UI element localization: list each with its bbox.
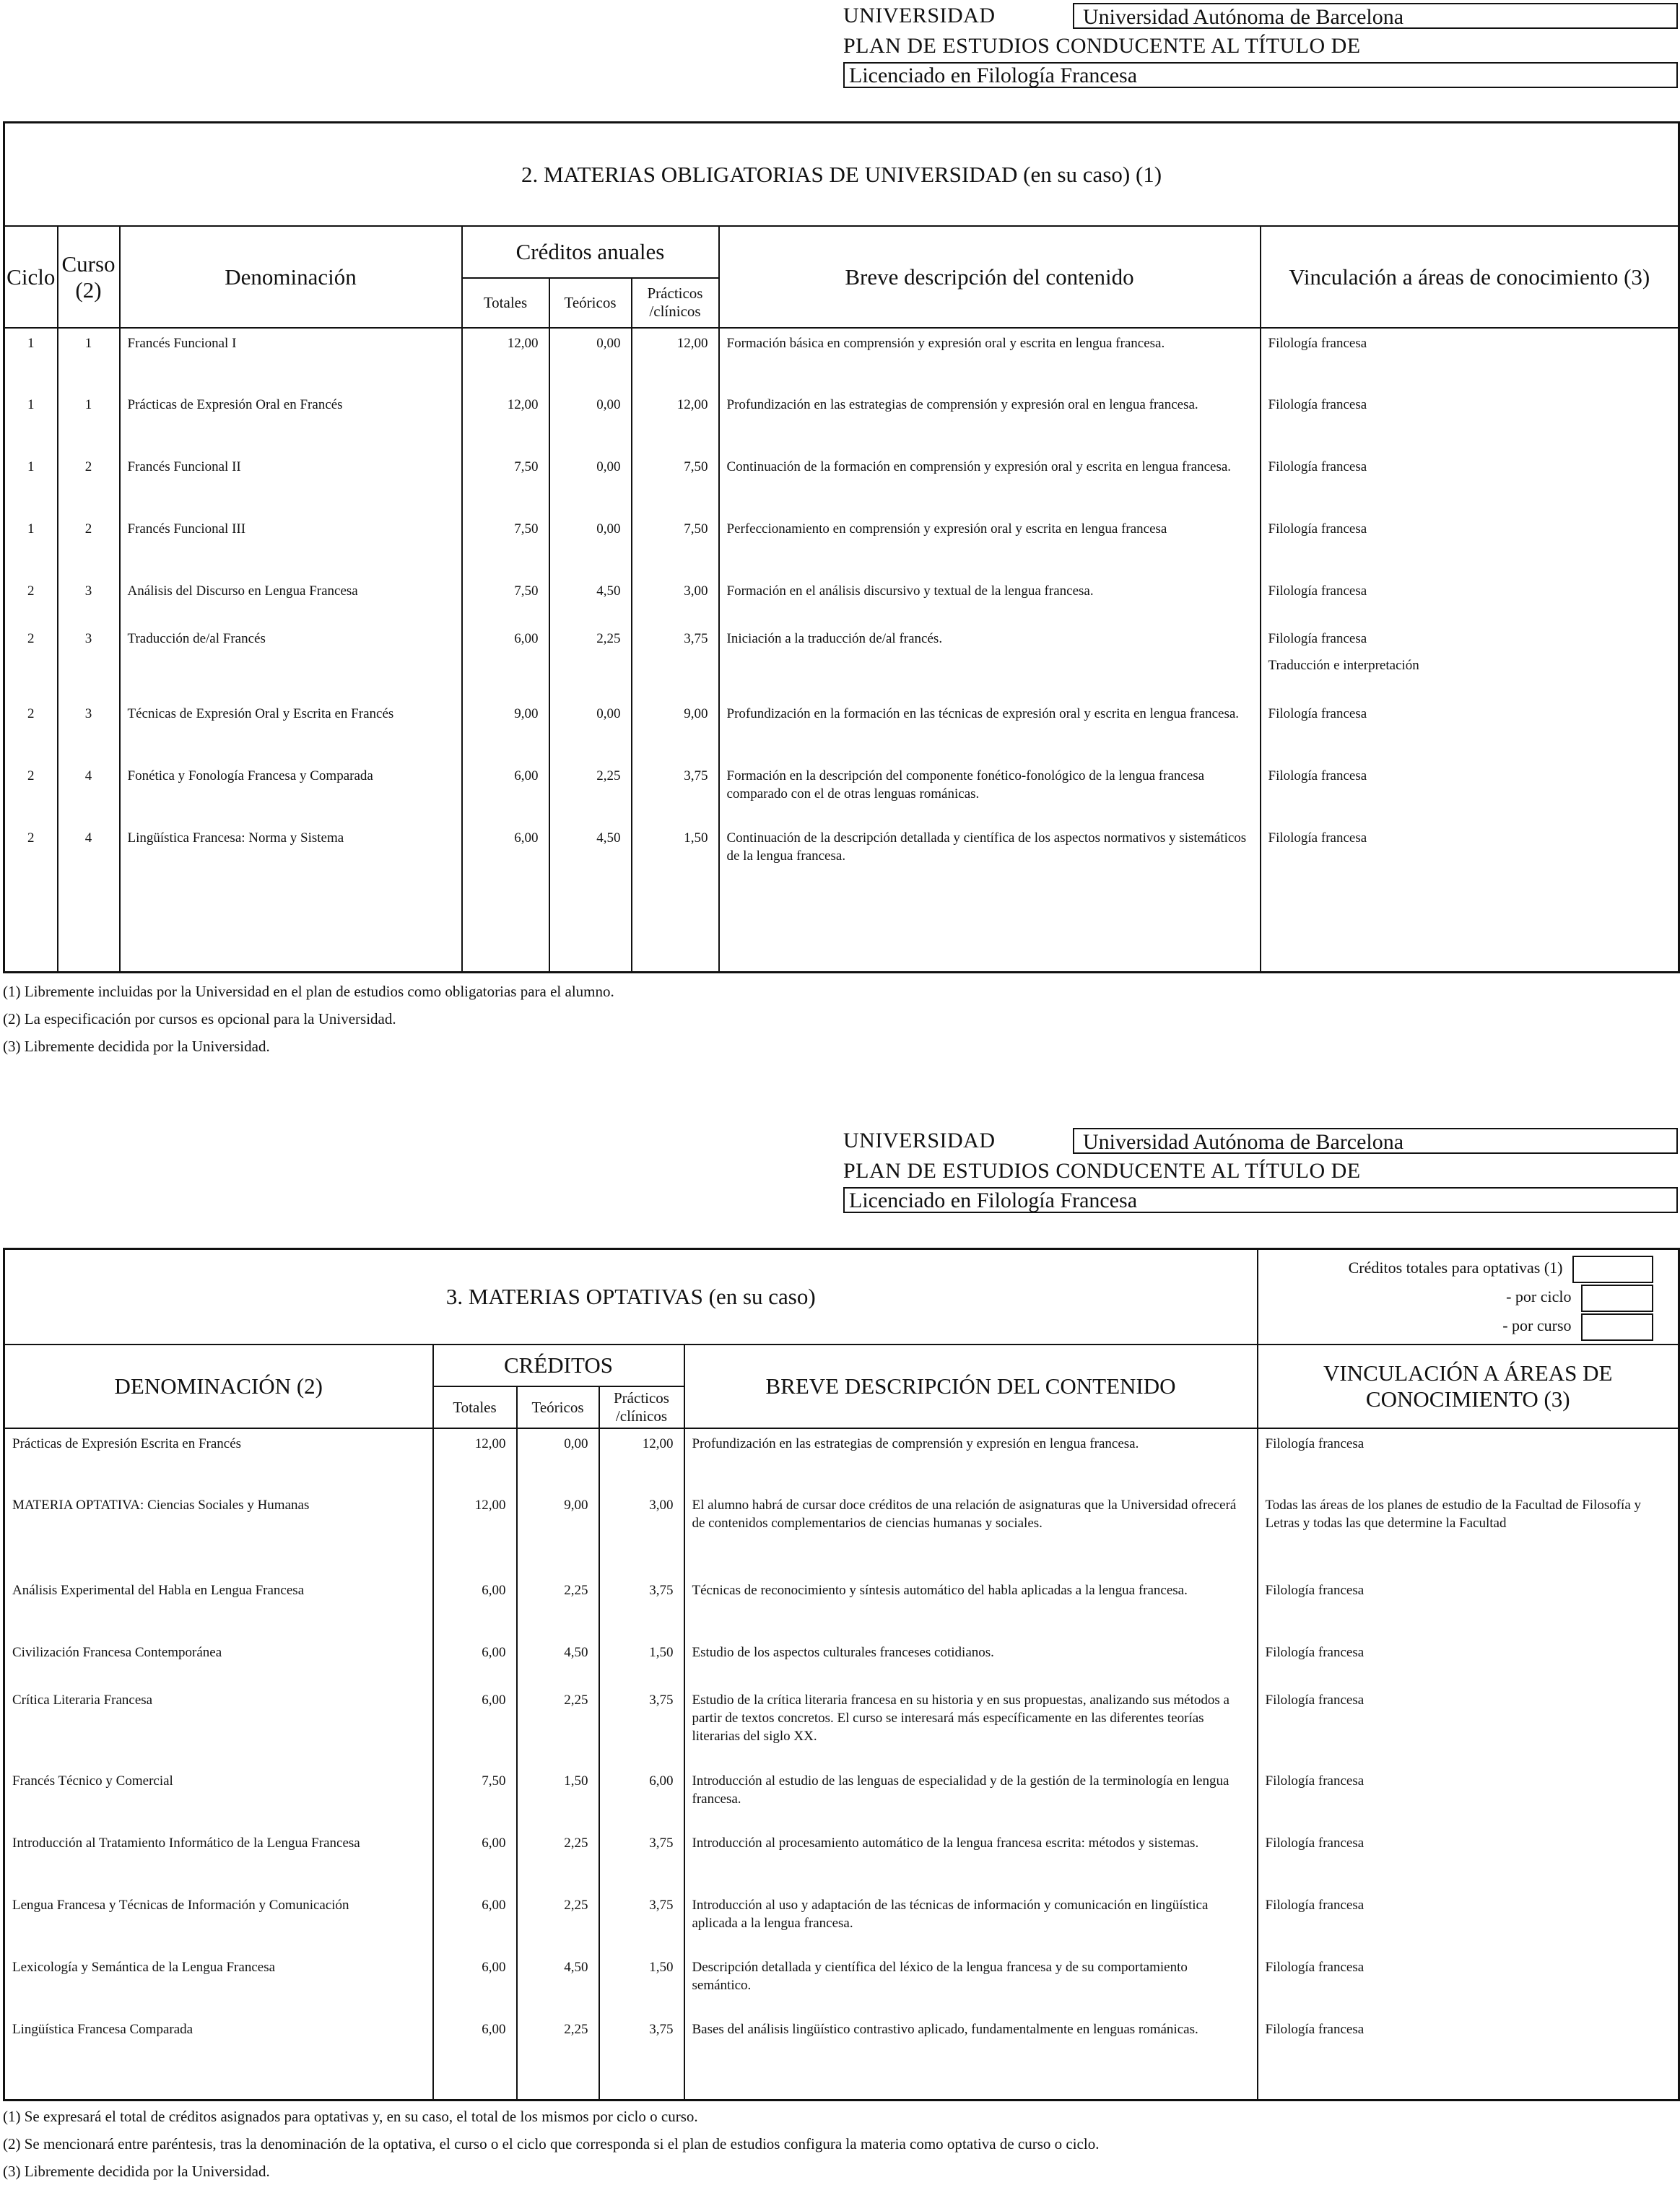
practicos-cell: 3,75	[599, 1828, 684, 1890]
totales-cell: 6,00	[433, 1952, 517, 2015]
totales-cell: 7,50	[433, 1766, 517, 1828]
table-row	[4, 328, 1679, 390]
table-row	[4, 452, 1679, 514]
descripcion-cell: Profundización en las estrategias de comprensión y expresión en lengua francesa.	[684, 1428, 1258, 1490]
denominacion-cell: Técnicas de Expresión Oral y Escrita en Francés	[120, 699, 462, 761]
area-line: Filología francesa	[1268, 335, 1367, 351]
denominacion-cell: Fonética y Fonología Francesa y Comparada	[120, 761, 462, 823]
curso-cell: 1	[58, 390, 120, 452]
area-line: Filología francesa	[1268, 583, 1367, 599]
practicos-cell: 3,75	[599, 1685, 684, 1766]
teoricos-cell: 2,25	[549, 761, 632, 823]
creditos-totales-row	[1258, 1254, 1654, 1283]
table-row	[4, 1828, 1679, 1890]
universidad-label-2: UNIVERSIDAD	[843, 1129, 996, 1152]
vinculacion-cell: Filología francesa	[1258, 1685, 1679, 1766]
curso-cell: 1	[58, 328, 120, 390]
descripcion-cell: Profundización en la formación en las técnicas de expresión oral y escrita en lengua francesa.	[719, 699, 1261, 761]
col-ciclo: Ciclo	[4, 226, 58, 328]
opt-col-teoricos: Teóricos	[517, 1386, 599, 1428]
totales-cell: 6,00	[462, 761, 549, 823]
filler-cell	[632, 885, 719, 973]
denominacion-cell: Francés Funcional II	[120, 452, 462, 514]
denominacion-cell: Francés Funcional I	[120, 328, 462, 390]
vinculacion-cell: Filología francesa	[1258, 1428, 1679, 1490]
filler-cell	[684, 2077, 1258, 2100]
teoricos-cell: 1,50	[517, 1766, 599, 1828]
col-practicos-label: Prácticos	[647, 284, 703, 303]
teoricos-cell: 2,25	[549, 624, 632, 699]
opt-col-vinculacion-line1: VINCULACIÓN A ÁREAS DE	[1323, 1360, 1613, 1386]
page1-header	[843, 1, 1678, 88]
area-line: Filología francesa	[1268, 396, 1367, 412]
footnote: (1) Se expresará el total de créditos asignados para optativas y, en su caso, el total de los mismos por ciclo o curso.	[3, 2108, 698, 2125]
practicos-cell: 1,50	[599, 1638, 684, 1685]
section2-notes	[3, 978, 614, 1060]
curso-cell: 2	[58, 452, 120, 514]
filler-row	[4, 885, 1679, 973]
footnote: (3) Libremente decidida por la Universidad.	[3, 2163, 270, 2180]
section2-rows	[4, 328, 1679, 973]
practicos-cell: 12,00	[632, 390, 719, 452]
vinculacion-cell	[1261, 699, 1679, 761]
area-line: Filología francesa	[1268, 705, 1367, 721]
opt-col-practicos	[599, 1386, 684, 1428]
totales-cell: 9,00	[462, 699, 549, 761]
vinculacion-cell	[1261, 514, 1679, 576]
teoricos-cell: 0,00	[549, 514, 632, 576]
table-row	[4, 1576, 1679, 1638]
teoricos-cell: 0,00	[517, 1428, 599, 1490]
vinculacion-cell: Filología francesa	[1258, 1952, 1679, 2015]
totales-cell: 6,00	[433, 1638, 517, 1685]
totales-cell: 6,00	[433, 1576, 517, 1638]
universidad-label: UNIVERSIDAD	[843, 4, 996, 27]
col-vinculacion: Vinculación a áreas de conocimiento (3)	[1261, 226, 1679, 328]
practicos-cell: 3,75	[599, 1576, 684, 1638]
col-teoricos: Teóricos	[549, 278, 632, 328]
descripcion-cell: Introducción al uso y adaptación de las técnicas de información y comunicación en lingüística aplicada a la lengua francesa.	[684, 1890, 1258, 1952]
filler-cell	[120, 885, 462, 973]
vinculacion-cell	[1261, 328, 1679, 390]
curso-cell: 2	[58, 514, 120, 576]
col-totales: Totales	[462, 278, 549, 328]
descripcion-cell: Iniciación a la traducción de/al francés.	[719, 624, 1261, 699]
page2-header	[843, 1126, 1678, 1213]
totales-cell: 6,00	[433, 2015, 517, 2077]
table-row	[4, 576, 1679, 624]
opt-col-practicos-label2: /clínicos	[615, 1407, 668, 1425]
section3-notes	[3, 2103, 1099, 2185]
creditos-totales-box	[1572, 1256, 1653, 1283]
teoricos-cell: 2,25	[517, 1576, 599, 1638]
descripcion-cell: Formación básica en comprensión y expresión oral y escrita en lengua francesa.	[719, 328, 1261, 390]
teoricos-cell: 4,50	[517, 1638, 599, 1685]
teoricos-cell: 2,25	[517, 1890, 599, 1952]
descripcion-cell: Técnicas de reconocimiento y síntesis automático del habla aplicadas a la lengua francesa.	[684, 1576, 1258, 1638]
denominacion-cell: Análisis Experimental del Habla en Lengua Francesa	[4, 1576, 433, 1638]
table-row	[4, 390, 1679, 452]
vinculacion-cell: Filología francesa	[1258, 1828, 1679, 1890]
curso-cell: 3	[58, 624, 120, 699]
col-practicos	[632, 278, 719, 328]
practicos-cell: 3,00	[599, 1490, 684, 1576]
table-row	[4, 624, 1679, 699]
col-curso-label: Curso	[61, 251, 116, 277]
por-ciclo-label: - por ciclo	[1506, 1287, 1572, 1306]
teoricos-cell: 2,25	[517, 2015, 599, 2077]
descripcion-cell: Continuación de la descripción detallada y científica de los aspectos normativos y sistemáticos de la lengua francesa.	[719, 823, 1261, 885]
table-row	[4, 1952, 1679, 2015]
area-line: Filología francesa	[1268, 768, 1367, 783]
table-row	[4, 1890, 1679, 1952]
curso-cell: 4	[58, 761, 120, 823]
ciclo-cell: 2	[4, 699, 58, 761]
teoricos-cell: 4,50	[517, 1952, 599, 2015]
filler-cell	[58, 885, 120, 973]
teoricos-cell: 2,25	[517, 1685, 599, 1766]
universidad-value: Universidad Autónoma de Barcelona	[1073, 3, 1678, 29]
filler-cell	[433, 2077, 517, 2100]
denominacion-cell: MATERIA OPTATIVA: Ciencias Sociales y Humanas	[4, 1490, 433, 1576]
denominacion-cell: Análisis del Discurso en Lengua Francesa	[120, 576, 462, 624]
ciclo-cell: 1	[4, 514, 58, 576]
filler-cell	[719, 885, 1261, 973]
ciclo-cell: 1	[4, 452, 58, 514]
section3-title: 3. MATERIAS OPTATIVAS (en su caso)	[4, 1249, 1258, 1345]
footnote: (2) La especificación por cursos es opcional para la Universidad.	[3, 1010, 396, 1028]
vinculacion-cell: Todas las áreas de los planes de estudio de la Facultad de Filosofía y Letras y todas las que determine la Facultad	[1258, 1490, 1679, 1576]
plan-label-2: PLAN DE ESTUDIOS CONDUCENTE AL TÍTULO DE	[843, 1159, 1361, 1183]
denominacion-cell: Crítica Literaria Francesa	[4, 1685, 433, 1766]
opt-col-totales: Totales	[433, 1386, 517, 1428]
denominacion-cell: Lingüística Francesa Comparada	[4, 2015, 433, 2077]
ciclo-cell: 2	[4, 761, 58, 823]
footnote: (2) Se mencionará entre paréntesis, tras la denominación de la optativa, el curso o el ciclo que corresponda si el plan de estudios configura la materia como optativa de curso o ciclo.	[3, 2135, 1100, 2153]
teoricos-cell: 0,00	[549, 699, 632, 761]
descripcion-cell: Continuación de la formación en comprensión y expresión oral y escrita en lengua francesa.	[719, 452, 1261, 514]
denominacion-cell: Civilización Francesa Contemporánea	[4, 1638, 433, 1685]
universidad-value-2: Universidad Autónoma de Barcelona	[1073, 1128, 1678, 1154]
filler-cell	[4, 885, 58, 973]
filler-cell	[549, 885, 632, 973]
practicos-cell: 7,50	[632, 452, 719, 514]
denominacion-cell: Traducción de/al Francés	[120, 624, 462, 699]
denominacion-cell: Prácticas de Expresión Oral en Francés	[120, 390, 462, 452]
vinculacion-cell	[1261, 452, 1679, 514]
practicos-cell: 12,00	[599, 1428, 684, 1490]
curso-cell: 4	[58, 823, 120, 885]
ciclo-cell: 1	[4, 328, 58, 390]
descripcion-cell: Bases del análisis lingüístico contrastivo aplicado, fundamentalmente en lenguas románicas.	[684, 2015, 1258, 2077]
practicos-cell: 6,00	[599, 1766, 684, 1828]
table-row	[4, 761, 1679, 823]
descripcion-cell: El alumno habrá de cursar doce créditos de una relación de asignaturas que la Universidad ofrecerá de contenidos complementarios de ciencias humanas y sociales.	[684, 1490, 1258, 1576]
teoricos-cell: 4,50	[549, 576, 632, 624]
filler-cell	[1258, 2077, 1679, 2100]
titulo-value-2: Licenciado en Filología Francesa	[843, 1187, 1678, 1213]
filler-row	[4, 2077, 1679, 2100]
table-row	[4, 823, 1679, 885]
filler-cell	[462, 885, 549, 973]
ciclo-cell: 1	[4, 390, 58, 452]
teoricos-cell: 9,00	[517, 1490, 599, 1576]
area-line: Filología francesa	[1268, 521, 1367, 537]
descripcion-cell: Estudio de los aspectos culturales franceses cotidianos.	[684, 1638, 1258, 1685]
denominacion-cell: Francés Funcional III	[120, 514, 462, 576]
opt-col-descripcion: BREVE DESCRIPCIÓN DEL CONTENIDO	[684, 1345, 1258, 1428]
denominacion-cell: Prácticas de Expresión Escrita en Francés	[4, 1428, 433, 1490]
creditos-totales-label: Créditos totales para optativas (1)	[1348, 1259, 1563, 1277]
filler-cell	[599, 2077, 684, 2100]
vinculacion-cell	[1261, 624, 1679, 699]
descripcion-cell: Introducción al procesamiento automático de la lengua francesa escrita: métodos y sistemas.	[684, 1828, 1258, 1890]
col-practicos-label2: /clínicos	[649, 303, 701, 321]
area-line: Filología francesa	[1268, 630, 1367, 646]
por-curso-row	[1258, 1312, 1654, 1341]
practicos-cell: 3,75	[632, 761, 719, 823]
descripcion-cell: Estudio de la crítica literaria francesa en su historia y en sus propuestas, analizando sus métodos a partir de textos concretos. El curso se interesará más específicamente en las diferentes teorías literarias del siglo XX.	[684, 1685, 1258, 1766]
totales-cell: 6,00	[433, 1890, 517, 1952]
teoricos-cell: 2,25	[517, 1828, 599, 1890]
opt-col-creditos: CRÉDITOS	[433, 1345, 684, 1386]
opt-col-denominacion: DENOMINACIÓN (2)	[4, 1345, 433, 1428]
area-line-2: Traducción e interpretación	[1268, 657, 1419, 673]
section3-rows	[4, 1428, 1679, 2100]
titulo-value: Licenciado en Filología Francesa	[843, 62, 1678, 88]
opt-col-vinculacion-line2: CONOCIMIENTO (3)	[1365, 1386, 1570, 1412]
descripcion-cell: Profundización en las estrategias de comprensión y expresión oral en lengua francesa.	[719, 390, 1261, 452]
practicos-cell: 1,50	[632, 823, 719, 885]
vinculacion-cell	[1261, 823, 1679, 885]
descripcion-cell: Perfeccionamiento en comprensión y expresión oral y escrita en lengua francesa	[719, 514, 1261, 576]
practicos-cell: 3,00	[632, 576, 719, 624]
practicos-cell: 3,75	[632, 624, 719, 699]
totales-cell: 7,50	[462, 514, 549, 576]
teoricos-cell: 0,00	[549, 390, 632, 452]
table-row	[4, 1638, 1679, 1685]
vinculacion-cell: Filología francesa	[1258, 2015, 1679, 2077]
practicos-cell: 7,50	[632, 514, 719, 576]
descripcion-cell: Formación en el análisis discursivo y textual de la lengua francesa.	[719, 576, 1261, 624]
denominacion-cell: Lexicología y Semántica de la Lengua Francesa	[4, 1952, 433, 2015]
vinculacion-cell	[1261, 576, 1679, 624]
totales-cell: 12,00	[433, 1490, 517, 1576]
descripcion-cell: Introducción al estudio de las lenguas de especialidad y de la gestión de la terminología en lengua francesa.	[684, 1766, 1258, 1828]
table-row	[4, 1428, 1679, 1490]
section2-title: 2. MATERIAS OBLIGATORIAS DE UNIVERSIDAD (en su caso) (1)	[4, 123, 1679, 227]
table-row	[4, 1685, 1679, 1766]
totales-cell: 6,00	[433, 1828, 517, 1890]
denominacion-cell: Lingüística Francesa: Norma y Sistema	[120, 823, 462, 885]
table-row	[4, 514, 1679, 576]
col-denominacion: Denominación	[120, 226, 462, 328]
curso-cell: 3	[58, 699, 120, 761]
denominacion-cell: Francés Técnico y Comercial	[4, 1766, 433, 1828]
totales-cell: 6,00	[433, 1685, 517, 1766]
materias-obligatorias-table	[3, 121, 1680, 973]
por-curso-label: - por curso	[1502, 1316, 1572, 1334]
totales-cell: 12,00	[462, 390, 549, 452]
ciclo-cell: 2	[4, 576, 58, 624]
totales-cell: 12,00	[433, 1428, 517, 1490]
footnote: (3) Libremente decidida por la Universidad.	[3, 1038, 270, 1055]
practicos-cell: 1,50	[599, 1952, 684, 2015]
teoricos-cell: 4,50	[549, 823, 632, 885]
ciclo-cell: 2	[4, 624, 58, 699]
table-row	[4, 699, 1679, 761]
denominacion-cell: Lengua Francesa y Técnicas de Información y Comunicación	[4, 1890, 433, 1952]
totales-cell: 6,00	[462, 624, 549, 699]
col-curso	[58, 226, 120, 328]
totales-cell: 6,00	[462, 823, 549, 885]
denominacion-cell: Introducción al Tratamiento Informático de la Lengua Francesa	[4, 1828, 433, 1890]
footnote: (1) Libremente incluidas por la Universidad en el plan de estudios como obligatorias para el alumno.	[3, 983, 614, 1000]
totales-cell: 7,50	[462, 576, 549, 624]
totales-cell: 7,50	[462, 452, 549, 514]
vinculacion-cell: Filología francesa	[1258, 1576, 1679, 1638]
materias-optativas-table	[3, 1248, 1680, 2101]
practicos-cell: 12,00	[632, 328, 719, 390]
col-descripcion: Breve descripción del contenido	[719, 226, 1261, 328]
area-line: Filología francesa	[1268, 459, 1367, 474]
por-ciclo-row	[1258, 1283, 1654, 1312]
ciclo-cell: 2	[4, 823, 58, 885]
col-creditos-anuales: Créditos anuales	[462, 226, 719, 278]
table-row	[4, 2015, 1679, 2077]
col-curso-note: (2)	[75, 277, 102, 303]
filler-cell	[517, 2077, 599, 2100]
curso-cell: 3	[58, 576, 120, 624]
vinculacion-cell: Filología francesa	[1258, 1890, 1679, 1952]
vinculacion-cell	[1261, 390, 1679, 452]
opt-col-vinculacion	[1258, 1345, 1679, 1428]
filler-cell	[1261, 885, 1679, 973]
totales-cell: 12,00	[462, 328, 549, 390]
practicos-cell: 3,75	[599, 2015, 684, 2077]
plan-label: PLAN DE ESTUDIOS CONDUCENTE AL TÍTULO DE	[843, 34, 1361, 58]
vinculacion-cell: Filología francesa	[1258, 1766, 1679, 1828]
teoricos-cell: 0,00	[549, 452, 632, 514]
teoricos-cell: 0,00	[549, 328, 632, 390]
creditos-totales-block	[1258, 1249, 1679, 1345]
descripcion-cell: Formación en la descripción del componente fonético-fonológico de la lengua francesa comparado con el de otras lenguas románicas.	[719, 761, 1261, 823]
vinculacion-cell	[1261, 761, 1679, 823]
area-line: Filología francesa	[1268, 830, 1367, 846]
table-row	[4, 1766, 1679, 1828]
opt-col-practicos-label: Prácticos	[614, 1389, 669, 1407]
filler-cell	[4, 2077, 433, 2100]
por-ciclo-box	[1581, 1285, 1653, 1312]
por-curso-box	[1581, 1313, 1653, 1341]
vinculacion-cell: Filología francesa	[1258, 1638, 1679, 1685]
descripcion-cell: Descripción detallada y científica del léxico de la lengua francesa y de su comportamiento semántico.	[684, 1952, 1258, 2015]
practicos-cell: 9,00	[632, 699, 719, 761]
table-row	[4, 1490, 1679, 1576]
practicos-cell: 3,75	[599, 1890, 684, 1952]
